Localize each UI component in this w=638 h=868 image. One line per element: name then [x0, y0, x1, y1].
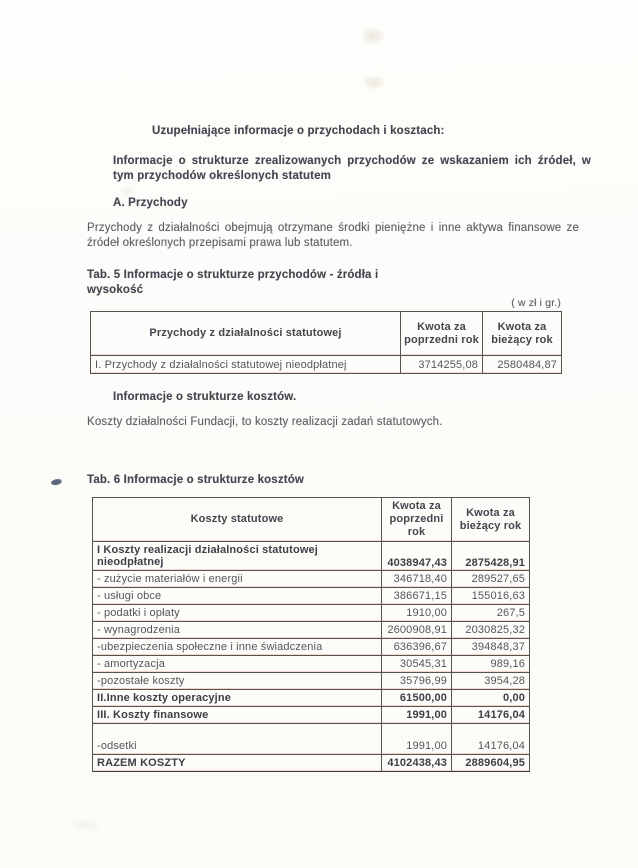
table-row: [93, 588, 530, 605]
tab5-unit-note: ( w zł i gr.): [511, 297, 561, 309]
row-label: - usługi obce: [93, 588, 382, 605]
tab6-header-row: [93, 498, 530, 542]
row-label: - zużycie materiałów i energii: [93, 571, 382, 588]
table-row: [93, 622, 530, 639]
page-title: Uzupełniające informacje o przychodach i kosztach:: [152, 125, 445, 137]
table-row: [93, 542, 530, 571]
row-prev-value: 4102438,43: [382, 755, 452, 772]
row-label: - wynagrodzenia: [93, 622, 382, 639]
row-label: I. Przychody z działalności statutowej nieodpłatnej: [91, 356, 401, 374]
table-row: [93, 571, 530, 588]
intro-heading: Informacje o strukturze zrealizowanych przychodów ze wskazaniem ich źródeł, w tym przychodów określonych statutem: [113, 155, 591, 182]
przychody-paragraph: Przychody z działalności obejmują otrzymane środki pieniężne i inne aktywa finansowe ze źródeł określonych przepisami prawa lub statutem.: [87, 222, 579, 249]
row-curr-value: 155016,63: [452, 588, 530, 605]
row-curr-value: 267,5: [452, 605, 530, 622]
row-prev-value: 2600908,91: [382, 622, 452, 639]
row-curr-value: 0,00: [452, 690, 530, 707]
row-curr-value: 3954,28: [452, 673, 530, 690]
table-row: [93, 605, 530, 622]
row-label: III. Koszty finansowe: [93, 707, 382, 724]
row-label: II.Inne koszty operacyjne: [93, 690, 382, 707]
table-row: [93, 656, 530, 673]
row-prev-value: 1910,00: [382, 605, 452, 622]
table-row: [93, 639, 530, 656]
row-label: RAZEM KOSZTY: [93, 755, 382, 772]
scan-smudge: [70, 820, 100, 830]
row-prev-value: 346718,40: [382, 571, 452, 588]
row-prev-value: 386671,15: [382, 588, 452, 605]
row-prev-value: 4038947,43: [382, 542, 452, 571]
ink-blot-mark: [51, 478, 63, 485]
section-a-heading: A. Przychody: [113, 197, 188, 209]
row-label: -ubezpieczenia społeczne i inne świadczenia: [93, 639, 382, 656]
row-curr-value: 14176,04: [452, 724, 530, 755]
row-label: -odsetki: [93, 724, 382, 755]
table-row: [93, 690, 530, 707]
tab5-table: [90, 311, 562, 374]
tab5-header-row: [91, 312, 562, 356]
row-curr-value: 2030825,32: [452, 622, 530, 639]
row-curr-value: 2580484,87: [483, 356, 562, 374]
row-prev-value: 30545,31: [382, 656, 452, 673]
row-label: I Koszty realizacji działalności statutowej nieodpłatnej: [93, 542, 382, 571]
tab5-col-header: Przychody z działalności statutowej: [91, 312, 401, 356]
row-label: - amortyzacja: [93, 656, 382, 673]
row-label: -pozostałe koszty: [93, 673, 382, 690]
scan-smudge: [364, 76, 384, 89]
tab5-caption: Tab. 5 Informacje o strukturze przychodów - źródła i wysokość: [87, 269, 379, 296]
row-prev-value: 61500,00: [382, 690, 452, 707]
row-prev-value: 35796,99: [382, 673, 452, 690]
koszty-heading: Informacje o strukturze kosztów.: [113, 391, 297, 403]
row-prev-value: 1991,00: [382, 707, 452, 724]
scan-smudge: [362, 28, 384, 44]
tab6-col-header: Koszty statutowe: [93, 498, 382, 542]
table-row: [91, 356, 562, 374]
table-row: [93, 673, 530, 690]
tab6-caption: Tab. 6 Informacje o strukturze kosztów: [87, 474, 305, 486]
row-label: - podatki i opłaty: [93, 605, 382, 622]
koszty-paragraph: Koszty działalności Fundacji, to koszty realizacji zadań statutowych.: [87, 416, 443, 428]
table-row-total: [93, 755, 530, 772]
row-prev-value: 1991,00: [382, 724, 452, 755]
tab6-col-header: Kwota za poprzedni rok: [382, 498, 452, 542]
tab6-table: [92, 497, 530, 772]
table-row: [93, 707, 530, 724]
table-row: [93, 724, 530, 755]
row-curr-value: 14176,04: [452, 707, 530, 724]
tab6-col-header: Kwota za bieżący rok: [452, 498, 530, 542]
row-curr-value: 989,16: [452, 656, 530, 673]
row-curr-value: 2889604,95: [452, 755, 530, 772]
row-curr-value: 394848,37: [452, 639, 530, 656]
row-prev-value: 636396,67: [382, 639, 452, 656]
tab5-col-header: Kwota za bieżący rok: [483, 312, 562, 356]
tab5-col-header: Kwota za poprzedni rok: [401, 312, 483, 356]
scan-smudge: [120, 186, 134, 196]
row-prev-value: 3714255,08: [401, 356, 483, 374]
row-curr-value: 289527,65: [452, 571, 530, 588]
row-curr-value: 2875428,91: [452, 542, 530, 571]
